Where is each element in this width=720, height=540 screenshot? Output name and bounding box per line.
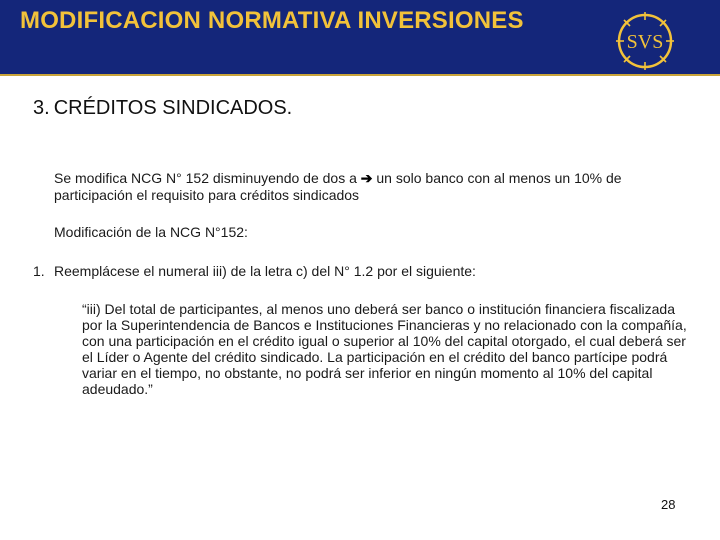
intro-paragraph — [54, 170, 694, 204]
section-title — [33, 97, 292, 120]
page-number: 28 — [661, 497, 676, 512]
slide-title: MODIFICACION NORMATIVA INVERSIONES — [20, 7, 524, 34]
list-item — [33, 263, 476, 280]
section-number: 3. — [33, 97, 50, 119]
right-arrow-icon: ➔ — [360, 170, 373, 186]
section-heading: CRÉDITOS SINDICADOS. — [53, 97, 293, 119]
header-divider — [0, 74, 720, 76]
intro-text-before: Se modifica NCG N° 152 disminuyendo de dos a — [54, 170, 361, 186]
header-bar — [0, 0, 720, 74]
list-item-text: Reemplácese el numeral iii) de la letra c) del N° 1.2 por el siguiente: — [54, 263, 476, 279]
list-marker: 1. — [33, 263, 45, 279]
logo-text: SVS — [626, 31, 664, 53]
modification-label: Modificación de la NCG N°152: — [54, 224, 248, 240]
intro-text-after: un solo banco con al menos un 10% de participación el requisito para créditos sindicados — [54, 170, 622, 203]
svs-logo — [616, 12, 674, 70]
quoted-text: “iii) Del total de participantes, al menos uno deberá ser banco o institución financiera fiscalizada por la Superintendencia de Bancos e Instituciones Financieras y no relacionado con la compañía, con una participación en el crédito igual o superior al 10% del capital otorgado, el cual deberá ser el Líder o Agente del crédito sindicado. La participación en el crédito del banco partícipe podrá variar en el tiempo, no obstante, no podrá ser inferior en ningún momento al 10% del capital adeudado.” — [82, 301, 687, 397]
